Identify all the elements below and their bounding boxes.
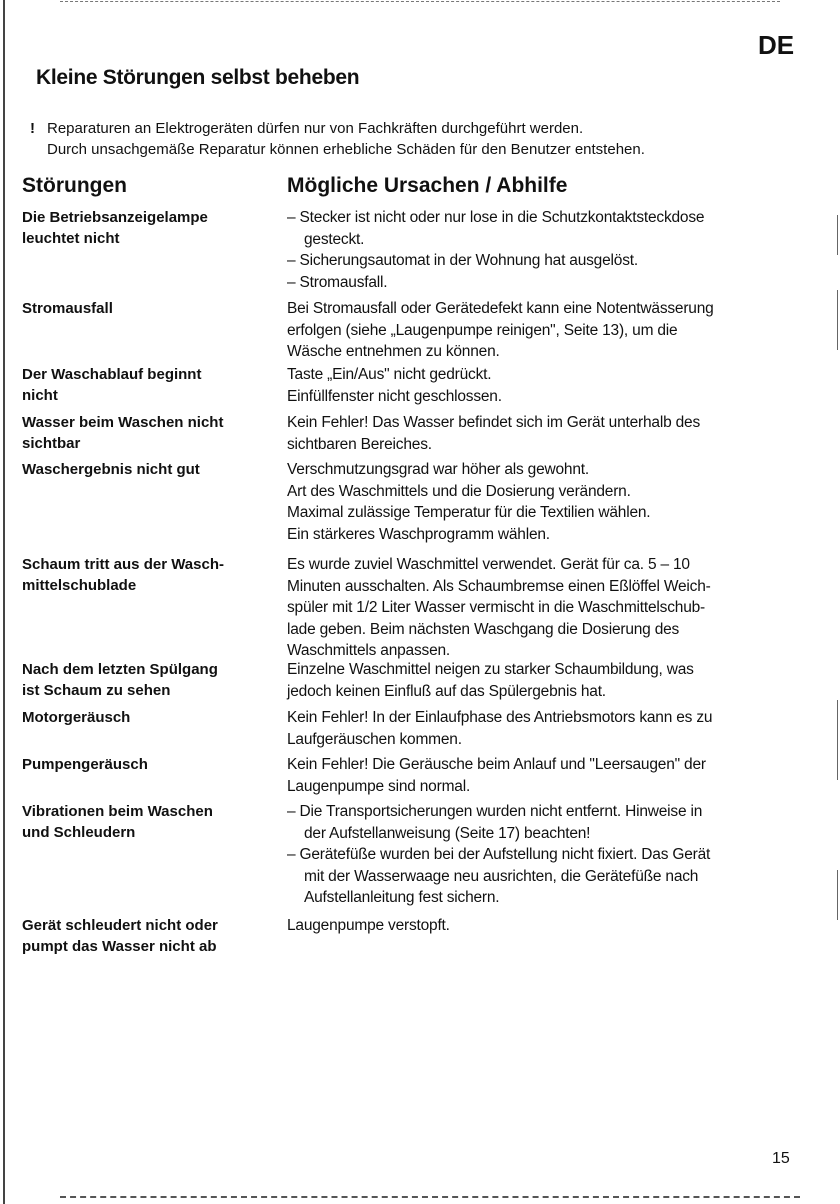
fault-label-line: Pumpengeräusch — [22, 756, 148, 773]
fault-label-line: Stromausfall — [22, 300, 113, 317]
remedy-line: Laugenpumpe sind normal. — [287, 777, 471, 795]
warning-icon: ! — [30, 120, 35, 137]
remedy-text — [287, 207, 807, 293]
fault-label-line: Motorgeräusch — [22, 709, 131, 726]
remedy-paragraph — [287, 915, 807, 937]
remedy-paragraph — [287, 364, 807, 407]
remedy-line: Einfüllfenster nicht geschlossen. — [287, 387, 502, 405]
fault-label — [22, 207, 272, 249]
remedy-line: mit der Wasserwaage neu ausrichten, die Gerätefüße nach — [304, 867, 699, 885]
remedy-line: lade geben. Beim nächsten Waschgang die Dosierung des — [287, 620, 680, 638]
fault-label-line: Der Waschablauf beginnt — [22, 366, 202, 383]
scan-mark — [837, 870, 838, 920]
remedy-text — [287, 915, 807, 937]
remedy-text — [287, 659, 807, 702]
fault-label — [22, 754, 272, 775]
remedy-line: – Die Transportsicherungen wurden nicht entfernt. Hinweise in — [287, 803, 703, 820]
column-header-remedies: Mögliche Ursachen / Abhilfe — [287, 174, 568, 197]
scan-mark — [837, 700, 838, 780]
remedy-line: Taste „Ein/Aus" nicht gedrückt. — [287, 366, 492, 383]
remedy-line: sichtbaren Bereiches. — [287, 435, 432, 453]
remedy-text — [287, 707, 807, 750]
remedy-line: Laufgeräuschen kommen. — [287, 730, 462, 748]
fault-label — [22, 554, 272, 596]
safety-notice — [30, 118, 645, 160]
remedy-line: erfolgen (siehe „Laugenpumpe reinigen", Seite 13), um die — [287, 321, 678, 339]
remedy-line: Waschmittels anpassen. — [287, 642, 451, 659]
fault-label — [22, 915, 272, 957]
fault-label — [22, 459, 272, 480]
remedy-line: Einzelne Waschmittel neigen zu starker Schaumbildung, was — [287, 661, 694, 678]
fault-label — [22, 298, 272, 319]
notice-line: Durch unsachgemäße Reparatur können erhebliche Schäden für den Benutzer entstehen. — [47, 141, 645, 158]
fault-label — [22, 801, 272, 843]
fault-label — [22, 412, 272, 454]
notice-line: Reparaturen an Elektrogeräten dürfen nur von Fachkräften durchgeführt werden. — [47, 120, 584, 137]
page-number: 15 — [772, 1150, 790, 1167]
remedy-paragraph — [287, 412, 807, 455]
scan-mark — [837, 290, 838, 350]
fault-label-line: Wasser beim Waschen nicht — [22, 414, 224, 431]
fault-label — [22, 707, 272, 728]
remedy-text — [287, 412, 807, 455]
scan-edge — [3, 0, 5, 1204]
remedy-line: Aufstellanleitung fest sichern. — [304, 889, 500, 906]
remedy-line: – Sicherungsautomat in der Wohnung hat ausgelöst. — [287, 252, 638, 269]
remedy-line: Wäsche entnehmen zu können. — [287, 343, 500, 360]
remedy-text — [287, 364, 807, 407]
remedy-line: – Stromausfall. — [287, 273, 388, 291]
remedy-paragraph — [287, 298, 807, 363]
fault-label — [22, 364, 272, 406]
fault-label-line: leuchtet nicht — [22, 230, 120, 247]
remedy-list-item — [287, 801, 807, 844]
fault-label-line: Vibrationen beim Waschen — [22, 803, 213, 820]
remedy-line: Minuten ausschalten. Als Schaumbremse einen Eßlöffel Weich- — [287, 577, 711, 595]
column-header-faults: Störungen — [22, 174, 127, 197]
fault-label-line: Die Betriebsanzeigelampe — [22, 209, 208, 226]
scan-mark — [837, 215, 838, 255]
fault-label-line: Gerät schleudert nicht oder — [22, 917, 218, 934]
remedy-line: – Gerätefüße wurden bei der Aufstellung nicht fixiert. Das Gerät — [287, 846, 711, 863]
remedy-paragraph — [287, 659, 807, 702]
remedy-text — [287, 459, 807, 545]
remedy-text — [287, 754, 807, 797]
fault-label-line: ist Schaum zu sehen — [22, 682, 171, 699]
remedy-line: Verschmutzungsgrad war höher als gewohnt. — [287, 461, 589, 478]
remedy-list-item — [287, 272, 807, 294]
remedy-line: Maximal zulässige Temperatur für die Textilien wählen. — [287, 504, 651, 521]
remedy-line: Kein Fehler! Die Geräusche beim Anlauf und "Leersaugen" der — [287, 756, 706, 773]
fault-label — [22, 659, 272, 701]
language-tag: DE — [758, 30, 795, 60]
remedy-line: gesteckt. — [304, 230, 365, 248]
remedy-paragraph — [287, 554, 807, 662]
remedy-list-item — [287, 250, 807, 272]
remedy-line: spüler mit 1/2 Liter Wasser vermischt in die Waschmittelschub- — [287, 599, 705, 616]
page-title: Kleine Störungen selbst beheben — [36, 66, 360, 89]
fault-label-line: Schaum tritt aus der Wasch- — [22, 556, 224, 573]
remedy-text — [287, 554, 807, 662]
fault-label-line: Nach dem letzten Spülgang — [22, 661, 218, 678]
fault-label-line: mittelschublade — [22, 577, 137, 594]
remedy-line: – Stecker ist nicht oder nur lose in die Schutzkontaktsteckdose — [287, 209, 705, 226]
remedy-paragraph — [287, 707, 807, 750]
top-divider — [60, 1, 780, 2]
remedy-line: Bei Stromausfall oder Gerätedefekt kann eine Notentwässerung — [287, 300, 714, 317]
bottom-divider — [60, 1196, 800, 1198]
fault-label-line: nicht — [22, 387, 58, 404]
remedy-text — [287, 298, 807, 363]
remedy-line: Kein Fehler! In der Einlaufphase des Antriebsmotors kann es zu — [287, 709, 713, 726]
remedy-line: Laugenpumpe verstopft. — [287, 917, 450, 934]
remedy-line: der Aufstellanweisung (Seite 17) beachten! — [304, 824, 591, 842]
fault-label-line: sichtbar — [22, 435, 81, 452]
remedy-text — [287, 801, 807, 909]
remedy-list-item — [287, 207, 807, 250]
remedy-line: Art des Waschmittels und die Dosierung verändern. — [287, 482, 631, 500]
remedy-line: jedoch keinen Einfluß auf das Spülergebnis hat. — [287, 682, 606, 700]
remedy-list-item — [287, 844, 807, 909]
fault-label-line: und Schleudern — [22, 824, 136, 841]
remedy-line: Es wurde zuviel Waschmittel verwendet. Gerät für ca. 5 – 10 — [287, 556, 690, 573]
remedy-paragraph — [287, 754, 807, 797]
remedy-line: Kein Fehler! Das Wasser befindet sich im Gerät unterhalb des — [287, 414, 701, 431]
fault-label-line: pumpt das Wasser nicht ab — [22, 938, 217, 955]
remedy-paragraph — [287, 459, 807, 545]
fault-label-line: Waschergebnis nicht gut — [22, 461, 200, 478]
remedy-line: Ein stärkeres Waschprogramm wählen. — [287, 525, 550, 543]
